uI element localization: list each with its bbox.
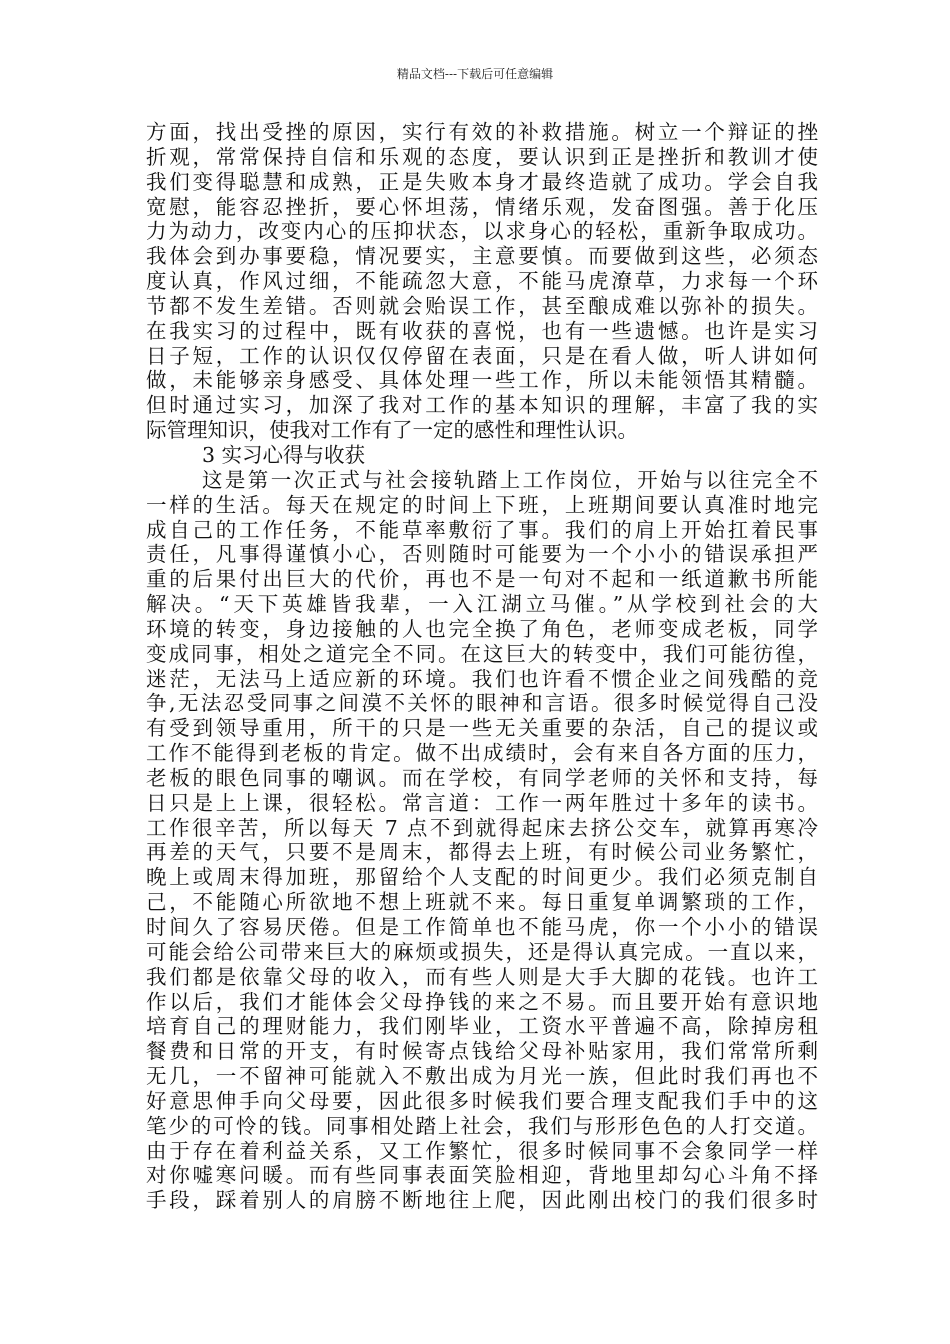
text-line: 老板的眼色同事的嘲讽。而在学校，有同学老师的关怀和支持，每 [146,765,818,790]
text-line: 责任，凡事得谨慎小心，否则随时可能要为一个小小的错误承担严 [146,542,818,567]
text-line: 由于存在着利益关系，又工作繁忙，很多时候同事不会象同学一样 [146,1138,818,1163]
text-line: 有受到领导重用，所干的只是一些无关重要的杂活，自己的提议或 [146,716,818,741]
text-line: 这是第一次正式与社会接轨踏上工作岗位，开始与以往完全不 [202,467,818,492]
text-line: 日子短，工作的认识仅仅停留在表面，只是在看人做，听人讲如何 [146,343,818,368]
text-line: 折观，常常保持自信和乐观的态度，要认识到正是挫折和教训才使 [146,144,818,169]
text-line: 宽慰，能容忍挫折，要心怀坦荡，情绪乐观，发奋图强。善于化压 [146,194,818,219]
text-line: 培育自己的理财能力，我们刚毕业，工资水平普遍不高，除掉房租 [146,1014,818,1039]
text-line: 变成同事，相处之道完全不同。在这巨大的转变中，我们可能彷徨， [146,641,818,666]
text-line: 重的后果付出巨大的代价，再也不是一句对不起和一纸道歉书所能 [146,567,818,592]
text-line: 力为动力，改变内心的压抑状态，以求身心的轻松，重新争取成功。 [146,219,818,244]
text-line: 时间久了容易厌倦。但是工作简单也不能马虎，你一个小小的错误 [146,915,818,939]
text-line: 迷茫，无法马上适应新的环境。我们也许看不惯企业之间残酷的竞 [146,666,818,691]
text-line: 方面，找出受挫的原因，实行有效的补救措施。树立一个辩证的挫 [146,120,818,144]
text-line: 再差的天气，只要不是周末，都得去上班，有时候公司业务繁忙， [146,840,818,865]
text-line: 度认真，作风过细，不能疏忽大意，不能马虎潦草，力求每一个环 [146,269,818,294]
text-line: 节都不发生差错。否则就会贻误工作，甚至酿成难以弥补的损失。 [146,293,818,318]
text-line: 环境的转变，身边接触的人也完全换了角色，老师变成老板，同学 [146,616,818,641]
text-line: 晚上或周末得加班，那留给个人支配的时间更少。我们必须克制自 [146,865,818,890]
text-line: 但时通过实习，加深了我对工作的基本知识的理解，丰富了我的实 [146,393,818,418]
text-line: 笔少的可怜的钱。同事相处踏上社会，我们与形形色色的人打交道。 [146,1113,818,1138]
text-line: 我们都是依靠父母的收入，而有些人则是大手大脚的花钱。也许工 [146,964,818,989]
text-line: 工作很辛苦，所以每天 7 点不到就得起床去挤公交车，就算再寒冷 [146,815,818,840]
text-line: 成自己的工作任务，不能草率敷衍了事。我们的肩上开始扛着民事 [146,517,818,542]
text-line: 手段，踩着别人的肩膀不断地往上爬，因此刚出校门的我们很多时 [146,1188,818,1213]
text-line: 无几，一不留神可能就入不敷出成为月光一族，但此时我们再也不 [146,1064,818,1089]
text-line: 餐费和日常的开支，有时候寄点钱给父母补贴家用，我们常常所剩 [146,1039,818,1064]
page-header: 精品文档---下载后可任意编辑 [396,67,554,81]
text-line: 做，未能够亲身感受、具体处理一些工作，所以未能领悟其精髓。 [146,368,818,393]
text-line: 可能会给公司带来巨大的麻烦或损失，还是得认真完成。一直以来， [146,939,818,964]
text-line: 际管理知识，使我对工作有了一定的感性和理性认识。 [146,418,638,443]
section-heading: 3 实习心得与收获 [202,442,366,467]
text-line: 我体会到办事要稳，情况要实，主意要慎。而要做到这些，必须态 [146,244,818,269]
text-line: 己，不能随心所欲地不想上班就不来。每日重复单调繁琐的工作， [146,890,818,915]
text-line: 好意思伸手向父母要，因此很多时候我们要合理支配我们手中的这 [146,1088,818,1113]
text-line: 在我实习的过程中，既有收获的喜悦，也有一些遗憾。也许是实习 [146,318,818,343]
text-line: 争,无法忍受同事之间漠不关怀的眼神和言语。很多时候觉得自己没 [146,691,818,716]
text-line: 日只是上上课，很轻松。常言道：工作一两年胜过十多年的读书。 [146,790,818,815]
text-line: 解决。“天下英雄皆我辈，一入江湖立马催。”从学校到社会的大 [146,592,818,617]
text-line: 一样的生活。每天在规定的时间上下班，上班期间要认真准时地完 [146,492,818,517]
text-line: 工作不能得到老板的肯定。做不出成绩时，会有来自各方面的压力， [146,741,818,766]
text-line: 对你嘘寒问暖。而有些同事表面笑脸相迎，背地里却勾心斗角不择 [146,1163,818,1188]
text-line: 我们变得聪慧和成熟，正是失败本身才最终造就了成功。学会自我 [146,169,818,194]
text-line: 作以后，我们才能体会父母挣钱的来之不易。而且要开始有意识地 [146,989,818,1014]
document-body [146,120,818,1213]
